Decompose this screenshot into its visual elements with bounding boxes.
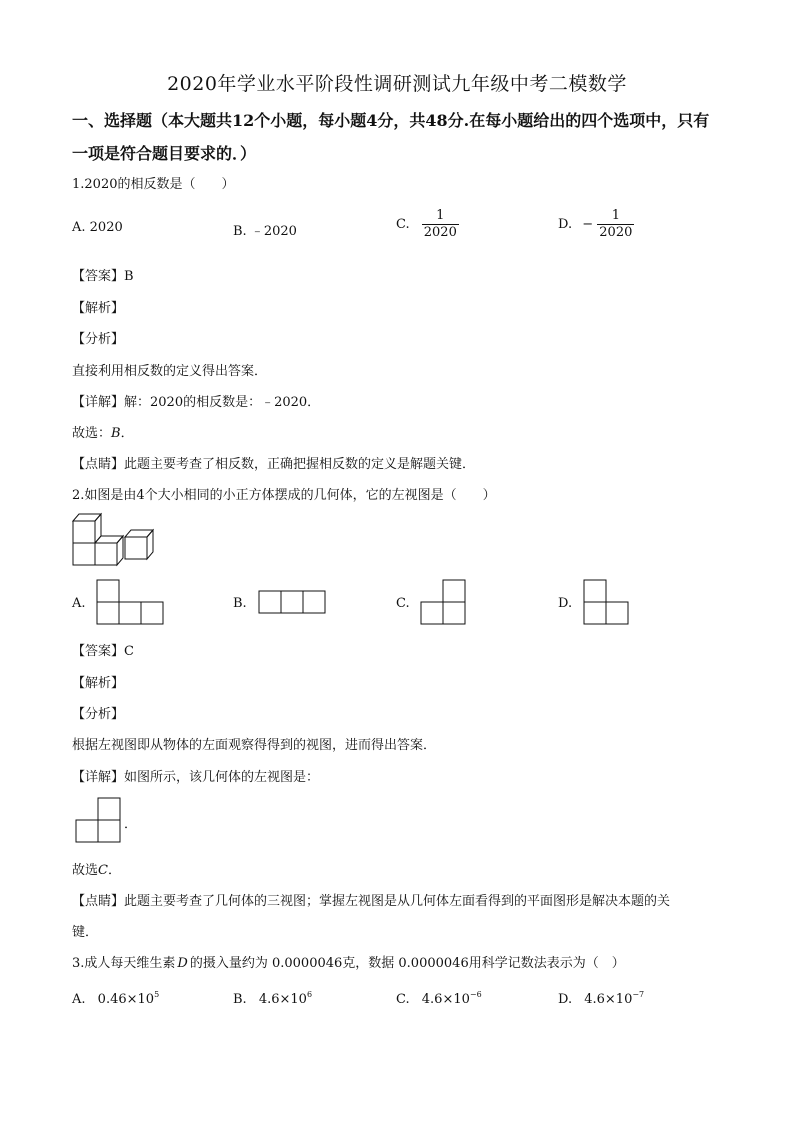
q1-stem: 1.2020的相反数是（ ）: [72, 177, 235, 192]
q1-option-d-label: D.: [558, 217, 573, 232]
q2-detail-figure: [75, 797, 121, 843]
q2-option-b-figure: [258, 590, 326, 614]
q1-option-d: [558, 208, 634, 241]
q1-option-a: A. 2020: [72, 220, 123, 235]
q1-option-d-sign: −: [582, 217, 594, 232]
q2-option-a-label: A.: [72, 596, 86, 611]
q2-option-d-figure: [583, 579, 629, 625]
q1-option-d-fraction: [597, 208, 634, 241]
q2-choose: [72, 859, 121, 878]
q1-fenxi-text: 直接利用相反数的定义得出答案．: [72, 364, 268, 379]
q3-stem: [72, 952, 625, 971]
q3-option-a: [72, 990, 159, 1007]
q3-option-d-base: 4.6×10: [584, 992, 633, 1007]
q2-option-b-label: B.: [233, 596, 247, 611]
q1-jiexi: 【解析】: [72, 301, 125, 316]
q2-option-a-figure: [96, 579, 164, 625]
section-header-line2: 一项是符合题目要求的．）: [72, 144, 257, 163]
q2-choose-prefix: 故选: [72, 863, 99, 878]
q1-choose-letter: B: [111, 426, 121, 441]
q1-option-c-numerator: 1: [436, 208, 445, 223]
q2-jiexi: 【解析】: [72, 676, 125, 691]
q2-comment-line2: 键．: [72, 925, 99, 940]
q1-option-d-denominator: 2020: [599, 225, 633, 240]
q2-choose-suffix: ．: [107, 863, 121, 878]
q1-detail: 【详解】解：2020的相反数是：﹣2020．: [72, 395, 321, 410]
q1-fenxi: 【分析】: [72, 332, 125, 347]
q3-stem-variable: D: [177, 956, 188, 971]
q3-option-a-base: 0.46×10: [97, 992, 155, 1007]
q3-option-d-exponent: −7: [632, 990, 645, 999]
q3-option-a-exponent: 5: [154, 990, 160, 999]
q1-option-c-denominator: 2020: [423, 225, 457, 240]
q1-option-b: B. ﹣2020: [233, 224, 297, 239]
q3-option-b-label: B.: [233, 992, 247, 1007]
q2-detail-period: ．: [124, 817, 138, 832]
q3-option-b-exponent: 6: [306, 990, 313, 999]
section-header-line1: 一、选择题（本大题共12个小题，每小题4分，共48分.在每小题给出的四个选项中，只有: [72, 111, 710, 130]
q3-option-c-base: 4.6×10: [421, 992, 470, 1007]
q1-answer: 【答案】B: [72, 269, 134, 284]
page-title: 2020年学业水平阶段性调研测试九年级中考二模数学: [167, 73, 627, 95]
q3-option-c-label: C.: [396, 992, 410, 1007]
q2-fenxi: 【分析】: [72, 707, 125, 722]
q1-choose: [72, 422, 134, 441]
q3-option-d-label: D.: [558, 992, 573, 1007]
q1-option-c: [396, 208, 459, 241]
q3-option-b: [233, 990, 312, 1007]
q2-choose-letter: C: [98, 863, 108, 878]
q1-choose-suffix: ．: [120, 426, 134, 441]
q1-option-c-fraction: [422, 208, 459, 241]
q1-option-c-label: C.: [396, 217, 410, 232]
q2-cube-figure: [72, 510, 162, 568]
q3-option-b-base: 4.6×10: [258, 992, 307, 1007]
q2-option-c-figure: [420, 579, 466, 625]
q2-fenxi-text: 根据左视图即从物体的左面观察得得到的视图，进而得出答案．: [72, 738, 437, 753]
q2-option-d-label: D.: [558, 596, 573, 611]
q2-option-c-label: C.: [396, 596, 410, 611]
q3-option-d: [558, 990, 644, 1007]
q3-stem-part1: 3.成人每天维生素: [72, 956, 176, 971]
q1-comment: 【点睛】此题主要考查了相反数，正确把握相反数的定义是解题关键．: [72, 457, 476, 472]
q2-answer: 【答案】C: [72, 644, 134, 659]
q2-detail: 【详解】如图所示，该几何体的左视图是：: [72, 770, 320, 785]
q3-option-c-exponent: −6: [469, 990, 482, 999]
q1-choose-prefix: 故选：: [72, 426, 112, 441]
q3-option-a-label: A.: [72, 992, 86, 1007]
q3-option-c: [396, 990, 482, 1007]
q2-comment-line1: 【点睛】此题主要考查了几何体的三视图；掌握左视图是从几何体左面看得到的平面图形是解决本题的关: [72, 894, 671, 909]
q2-stem: 2.如图是由4个大小相同的小正方体摆成的几何体，它的左视图是（ ）: [72, 488, 496, 503]
q3-stem-part2: 的摄入量约为 0.0000046克，数据 0.0000046用科学记数法表示为（ ）: [189, 956, 625, 971]
q1-option-d-numerator: 1: [611, 208, 620, 223]
